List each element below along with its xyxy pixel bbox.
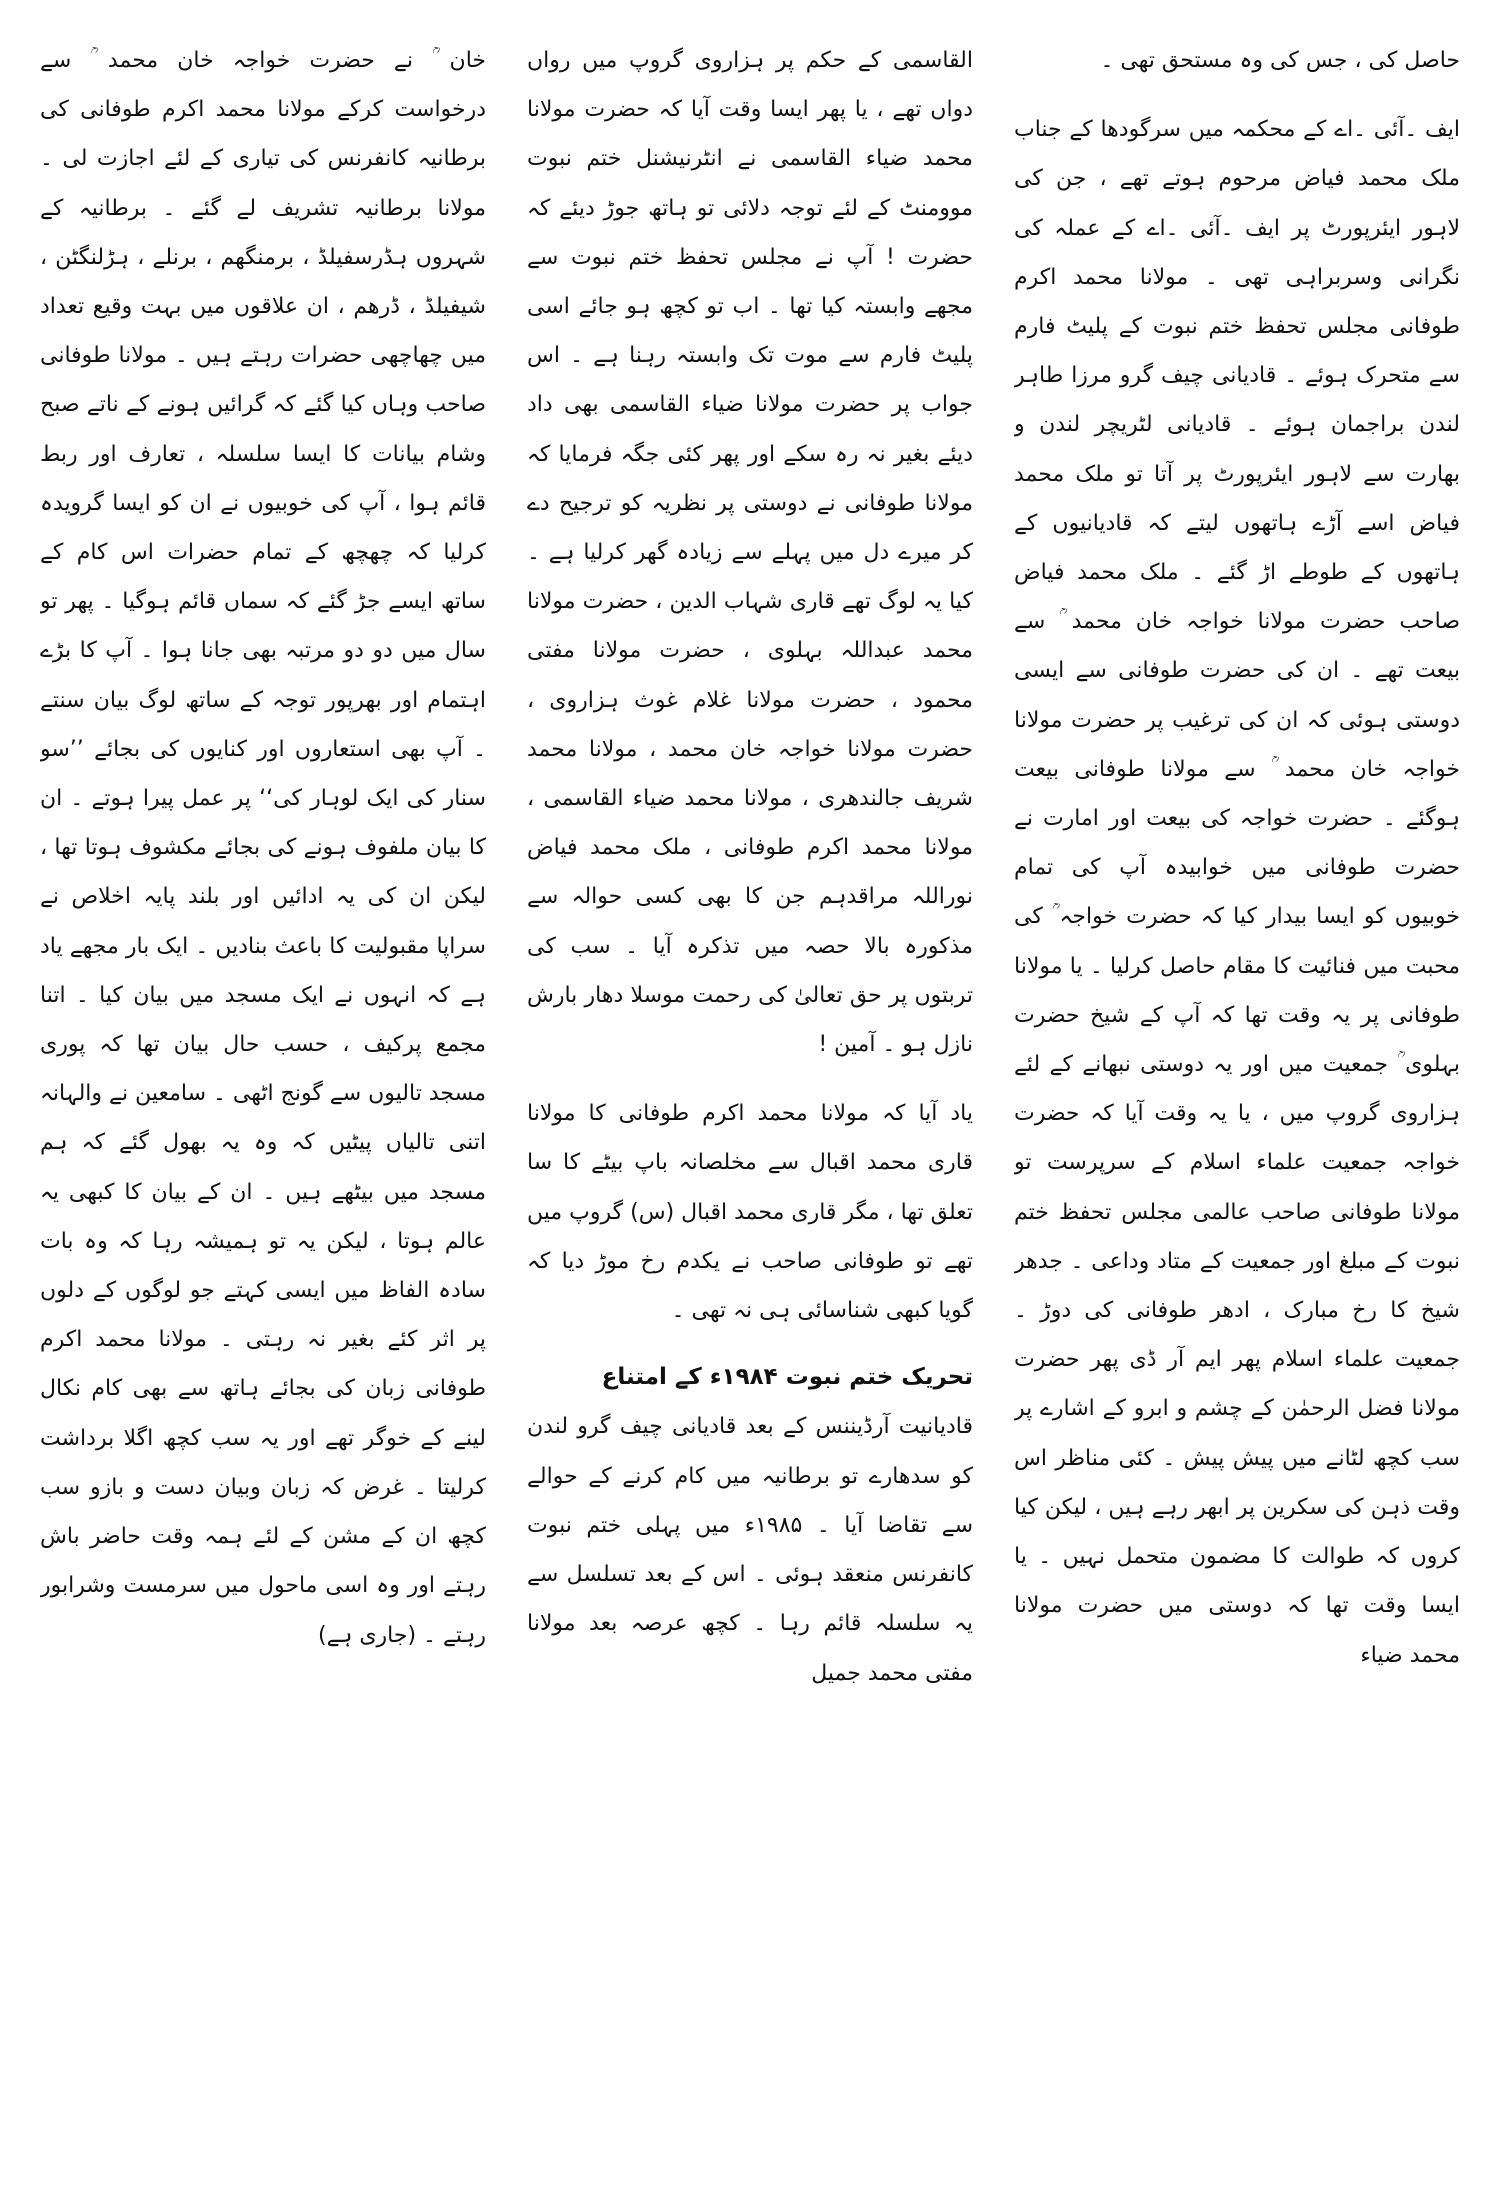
column-left: [40, 36, 486, 2166]
paragraph: یاد آیا کہ مولانا محمد اکرم طوفانی کا مولانا قاری محمد اقبال سے مخلصانہ باپ بیٹے کا سا تعلق تھا ، مگر قاری محمد اقبال (س) گروپ میں تھے تو طوفانی صاحب نے یکدم رخ موڑ دیا کہ گویا کبھی شناسائی ہی نہ تھی ۔: [527, 1101, 973, 1324]
paragraph: قادیانیت آرڈیننس کے بعد قادیانی چیف گرو لندن کو سدھارے تو برطانیہ میں کام کرنے کے حوالے سے تقاضا آیا ۔ ۱۹۸۵ء میں پہلی ختم نبوت کانفرنس منعقد ہوئی ۔ اس کے بعد تسلسل سے یہ سلسلہ قائم رہا ۔ کچھ عرصہ بعد مولانا مفتی محمد جمیل: [527, 1414, 973, 1686]
paragraph: خان ؒ نے حضرت خواجہ خان محمد ؒ سے درخواست کرکے مولانا محمد اکرم طوفانی کی برطانیہ کانفرنس کی تیاری کے لئے اجازت لی ۔ مولانا برطانیہ تشریف لے گئے ۔ برطانیہ کے شہروں ہڈرسفیلڈ ، برمنگھم ، برنلے ، ہڑلنگٹن ، شیفیلڈ ، ڈرھم ، ان علاقوں میں بہت وقیع تعداد میں چھاچھی حضرات رہتے ہیں ۔ مولانا طوفانی صاحب وہاں کیا گئے کہ گرائیں ہونے کے ناتے صبح وشام بیانات کا ایسا سلسلہ ، تعارف اور ربط قائم ہوا ، آپ کی خوبیوں نے ان کو ایسا گرویدہ کرلیا کہ چھچھ کے تمام حضرات اس کام کے ساتھ ایسے جڑ گئے کہ سماں قائم ہوگیا ۔ پھر تو سال میں دو دو مرتبہ بھی جانا ہوا ۔ آپ کا بڑے اہتمام اور بھرپور توجہ کے ساتھ لوگ بیان سنتے ۔ آپ بھی استعاروں اور کنایوں کی بجائے ’’سو سنار کی ایک لوہار کی‘‘ پر عمل پیرا ہوتے ۔ ان کا بیان ملفوف ہونے کی بجائے مکشوف ہوتا تھا ، لیکن ان کی یہ ادائیں اور بلند پایہ اخلاص نے سراپا مقبولیت کا باعث بنادیں ۔ ایک بار مجھے یاد ہے کہ انہوں نے ایک مسجد میں بیان کیا ۔ اتنا مجمع پرکیف ، حسب حال بیان تھا کہ پوری مسجد تالیوں سے گونج اٹھی ۔ سامعین نے والہانہ اتنی تالیاں پیٹیں کہ وہ یہ بھول گئے کہ ہم مسجد میں بیٹھے ہیں ۔ ان کے بیان کا کبھی یہ عالم ہوتا ، لیکن یہ تو ہمیشہ رہا کہ وہ بات سادہ الفاظ میں ایسی کہتے جو لوگوں کے دلوں پر اثر کئے بغیر نہ رہتی ۔ مولانا محمد اکرم طوفانی زبان کی بجائے ہاتھ سے بھی کام نکال لینے کے خوگر تھے اور یہ سب کچھ اگلا برداشت کرلیتا ۔ غرض کہ زبان وبیان دست و بازو سب کچھ ان کے مشن کے لئے ہمہ وقت حاضر باش رہتے اور وہ اسی ماحول میں سرمست وشرابور رہتے ۔ (جاری ہے): [40, 48, 486, 1648]
section-heading: تحریک ختم نبوت ۱۹۸۴ء کے امتناع: [601, 1364, 973, 1391]
column-middle: [527, 36, 973, 2166]
paragraph: القاسمی کے حکم پر ہزاروی گروپ میں رواں دواں تھے ، یا پھر ایسا وقت آیا کہ حضرت مولانا محمد ضیاء القاسمی نے انٹرنیشنل ختم نبوت موومنٹ کے لئے توجہ دلائی تو ہاتھ جوڑ دیئے کہ حضرت ! آپ نے مجلس تحفظ ختم نبوت سے مجھے وابستہ کیا تھا ۔ اب تو کچھ ہو جائے اسی پلیٹ فارم سے موت تک وابستہ رہنا ہے ۔ اس جواب پر حضرت مولانا ضیاء القاسمی بھی داد دیئے بغیر نہ رہ سکے اور پھر کئی جگہ فرمایا کہ مولانا طوفانی نے دوستی پر نظریہ کو ترجیح دے کر میرے دل میں پہلے سے زیادہ گھر کرلیا ہے ۔ کیا یہ لوگ تھے قاری شہاب الدین ، حضرت مولانا محمد عبداللہ بہلوی ، حضرت مولانا مفتی محمود ، حضرت مولانا غلام غوث ہزاروی ، حضرت مولانا خواجہ خان محمد ، مولانا محمد شریف جالندھری ، مولانا محمد ضیاء القاسمی ، مولانا محمد اکرم طوفانی ، ملک محمد فیاض نوراللہ مراقدہم جن کا بھی کسی حوالہ سے مذکورہ بالا حصہ میں تذکرہ آیا ۔ سب کی تربتوں پر حق تعالیٰ کی رحمت موسلا دھار بارش نازل ہو ۔ آمین !: [527, 48, 973, 1058]
paragraph: ایف ۔آئی ۔اے کے محکمہ میں سرگودھا کے جناب ملک محمد فیاض مرحوم ہوتے تھے ، جن کی لاہور ایئرپورٹ پر ایف ۔آئی ۔اے کے عملہ کی نگرانی وسربراہی تھی ۔ مولانا محمد اکرم طوفانی مجلس تحفظ ختم نبوت کے پلیٹ فارم سے متحرک ہوئے ۔ قادیانی چیف گرو مرزا طاہر لندن براجمان ہوئے ۔ قادیانی لٹریچر لندن و بھارت سے لاہور ایئرپورٹ پر آتا تو ملک محمد فیاض اسے آڑے ہاتھوں لیتے کہ قادیانیوں کے ہاتھوں کے طوطے اڑ گئے ۔ ملک محمد فیاض صاحب حضرت مولانا خواجہ خان محمد ؒ سے بیعت تھے ۔ ان کی حضرت طوفانی سے ایسی دوستی ہوئی کہ ان کی ترغیب پر حضرت مولانا خواجہ خان محمد ؒ سے مولانا طوفانی بیعت ہوگئے ۔ حضرت خواجہ کی بیعت اور امارت نے حضرت طوفانی میں خوابیدہ آپ کی تمام خوبیوں کو ایسا بیدار کیا کہ حضرت خواجہ ؒ کی محبت میں فنائیت کا مقام حاصل کرلیا ۔ یا مولانا طوفانی پر یہ وقت تھا کہ آپ کے شیخ حضرت بہلوی ؒ جمعیت میں اور یہ دوستی نبھانے کے لئے ہزاروی گروپ میں ، یا یہ وقت آیا کہ حضرت خواجہ جمعیت علماء اسلام کے سرپرست تو مولانا طوفانی صاحب عالمی مجلس تحفظ ختم نبوت کے مبلغ اور جمعیت کے متاد وداعی ۔ جدھر شیخ کا رخ مبارک ، ادھر طوفانی کی دوڑ ۔ جمعیت علماء اسلام پھر ایم آر ڈی پھر حضرت مولانا فضل الرحمٰن کے چشم و ابرو کے اشارے پر سب کچھ لٹانے میں پیش پیش ۔ کئی مناظر اس وقت ذہن کی سکرین پر ابھر رہے ہیں ، لیکن کیا کروں کہ طوالت کا مضمون متحمل نہیں ۔ یا ایسا وقت تھا کہ دوستی میں حضرت مولانا محمد ضیاء: [1014, 117, 1460, 1668]
article-page: [40, 36, 1460, 2166]
column-right: [1014, 36, 1460, 2166]
paragraph: حاصل کی ، جس کی وہ مستحق تھی ۔: [1100, 48, 1460, 73]
